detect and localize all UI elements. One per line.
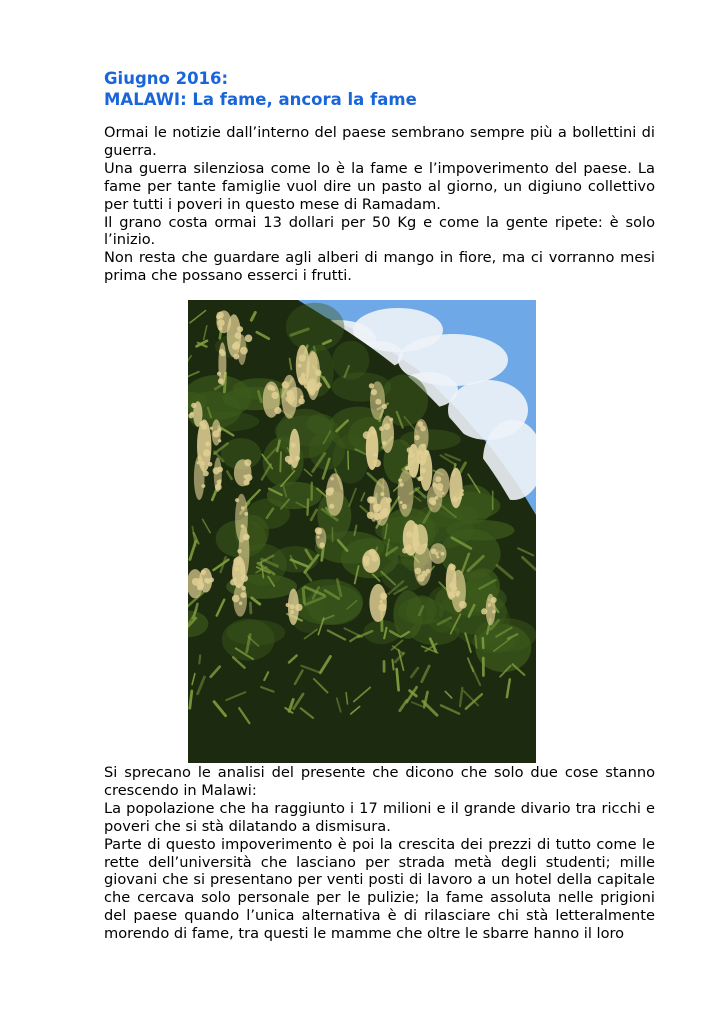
heading-title: MALAWI: La fame, ancora la fame — [104, 90, 417, 109]
intro-line: Ormai le notizie dall’interno del paese sembrano sempre più a bollettini di guerra. — [104, 124, 655, 159]
intro-line: Il grano costa ormai 13 dollari per 50 Kg e come la gente ripete: è solo l’inizio. — [104, 213, 655, 249]
mango-tree-photo — [188, 300, 536, 763]
intro-line: Non resta che guardare agli alberi di mango in fiore, ma ci vorranno mesi prima che possano esserci i frutti. — [104, 249, 655, 285]
intro-line: Una guerra silenziosa come lo è la fame e l’impoverimento del paese. La fame per tante famiglie vuol dire un pasto al giorno, un digiuno collettivo per tutti i poveri in questo mese di Ramadam. — [104, 159, 655, 213]
body-paragraphs — [104, 764, 655, 943]
body-line: La popolazione che ha raggiunto i 17 milioni e il grande divario tra ricchi e poveri che si stà dilatando a dismisura. — [104, 799, 655, 835]
heading-date: Giugno 2016: — [104, 69, 229, 88]
body-line: Parte di questo impoverimento è poi la crescita dei prezzi di tutto come le rette dell’università che lasciano per strada metà degli studenti; mille giovani che si presentano per venti posti di lavoro a un hotel della capitale che cercava solo personale per le pulizie; la fame assoluta nelle prigioni del paese quando l’unica alternativa è di rilasciare chi stà letteralmente morendo di fame, tra questi le mamme che oltre le sbarre hanno il loro — [104, 835, 655, 943]
document-heading — [104, 68, 664, 110]
intro-paragraphs — [104, 124, 655, 285]
mango-tree-image — [188, 300, 536, 763]
body-line: Si sprecano le analisi del presente che dicono che solo due cose stanno crescendo in Malawi: — [104, 764, 655, 799]
